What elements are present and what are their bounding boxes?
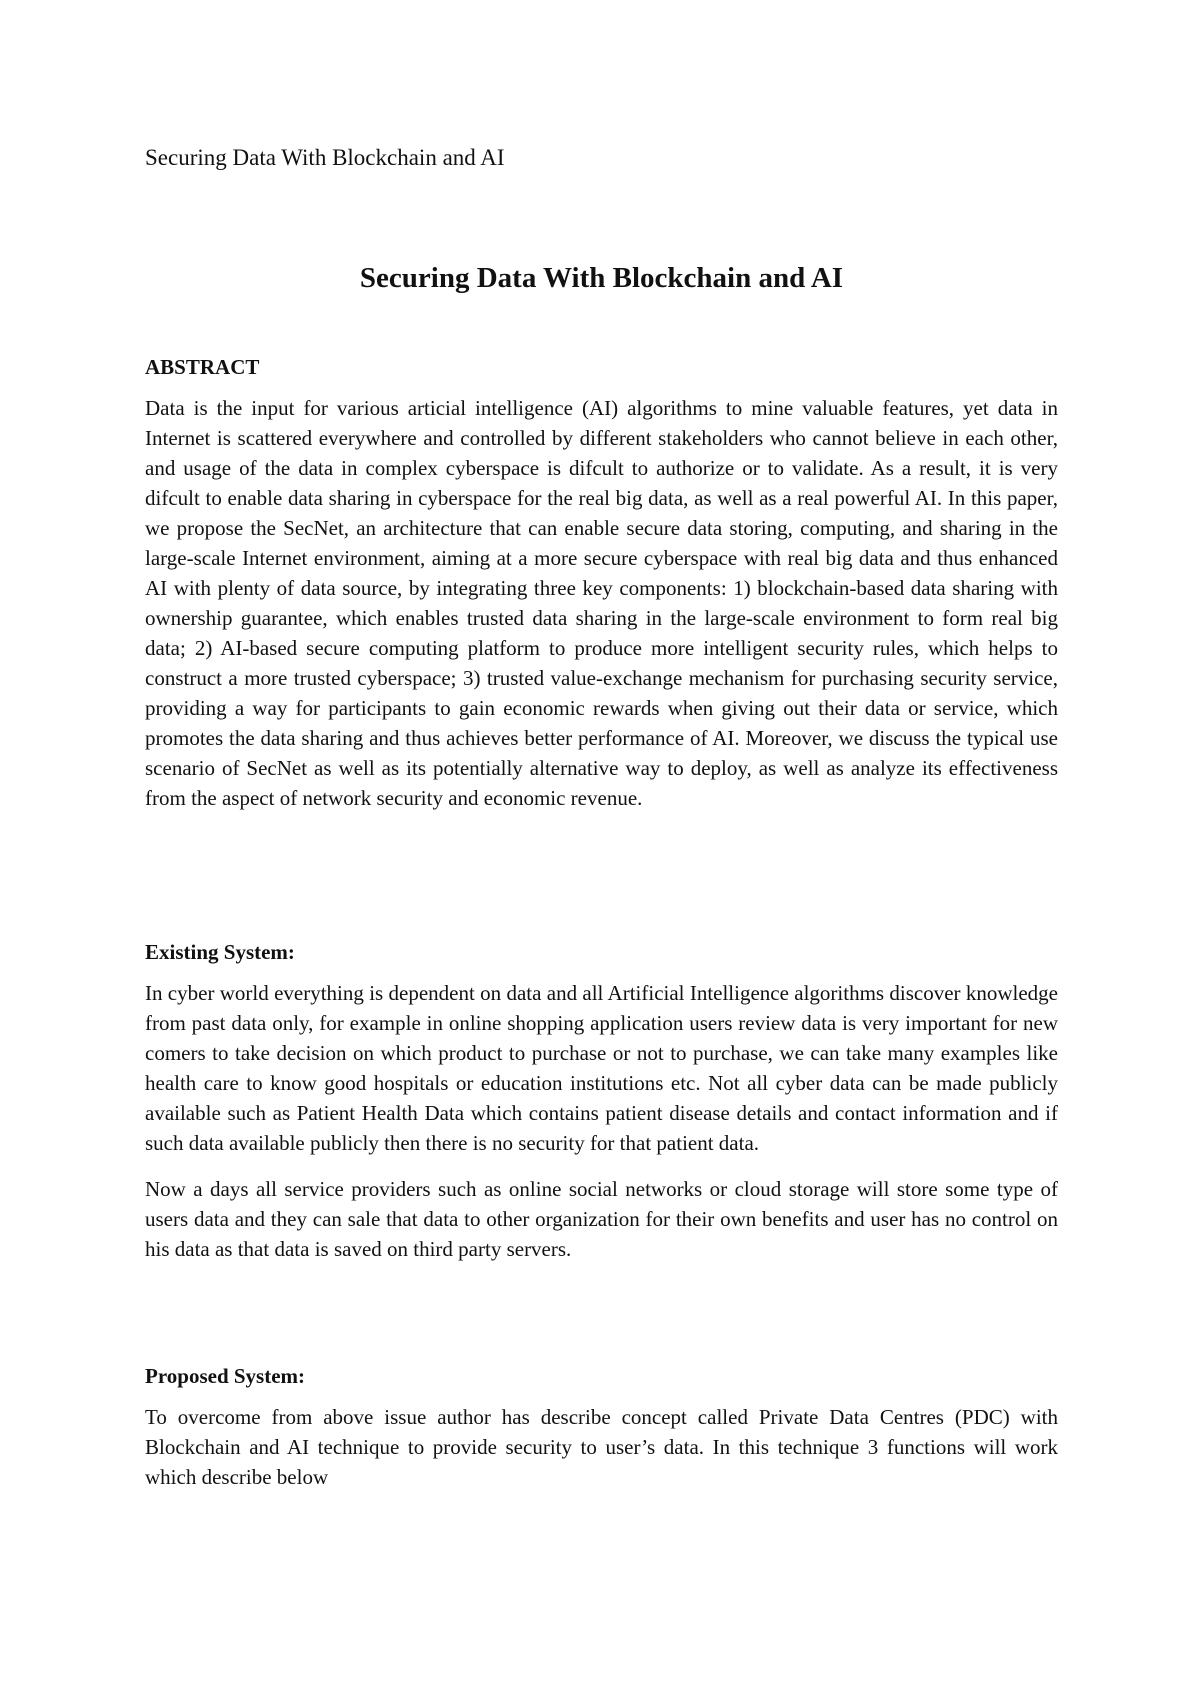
proposed-system-section [145, 1362, 1058, 1508]
abstract-heading: ABSTRACT [145, 355, 260, 379]
proposed-system-heading: Proposed System: [145, 1364, 306, 1388]
existing-system-heading: Existing System: [145, 940, 295, 964]
running-title: Securing Data With Blockchain and AI [145, 145, 505, 170]
document-title: Securing Data With Blockchain and AI [359, 262, 844, 294]
existing-system-paragraph-2: Now a days all service providers such as online social networks or cloud storage will store some type of users data and they can sale that data to other organization for their own benefits and user has no control on his data as that data is saved on third party servers. [145, 1177, 1058, 1261]
proposed-system-paragraph: To overcome from above issue author has describe concept called Private Data Centres (PDC) with Blockchain and AI technique to provide security to user’s data. In this technique 3 functions will work which describe below [145, 1405, 1058, 1489]
abstract-section [145, 353, 1058, 829]
existing-system-paragraph-1: In cyber world everything is dependent on data and all Artificial Intelligence algorithms discover knowledge from past data only, for example in online shopping application users review data is very important for new comers to take decision on which product to purchase or not to purchase, we can take many examples like health care to know good hospitals or education institutions etc. Not all cyber data can be made publicly available such as Patient Health Data which contains patient disease details and contact information and if such data available publicly then there is no security for that patient data. [145, 981, 1058, 1155]
page-content [145, 143, 1058, 1489]
abstract-paragraph: Data is the input for various articial intelligence (AI) algorithms to mine valuable features, yet data in Internet is scattered everywhere and controlled by different stakeholders who cannot believe in each other, and usage of the data in complex cyberspace is difcult to authorize or to validate. As a result, it is very difcult to enable data sharing in cyberspace for the real big data, as well as a real powerful AI. In this paper, we propose the SecNet, an architecture that can enable secure data storing, computing, and sharing in the large-scale Internet environment, aiming at a more secure cyberspace with real big data and thus enhanced AI with plenty of data source, by integrating three key components: 1) blockchain-based data sharing with ownership guarantee, which enables trusted data sharing in the large-scale environment to form real big data; 2) AI-based secure computing platform to produce more intelligent security rules, which helps to construct a more trusted cyberspace; 3) trusted value-exchange mechanism for purchasing security service, providing a way for participants to gain economic rewards when giving out their data or service, which promotes the data sharing and thus achieves better performance of AI. Moreover, we discuss the typical use scenario of SecNet as well as its potentially alternative way to deploy, as well as analyze its effectiveness from the aspect of network security and economic revenue. [145, 396, 1058, 810]
existing-system-section [145, 938, 1058, 1280]
